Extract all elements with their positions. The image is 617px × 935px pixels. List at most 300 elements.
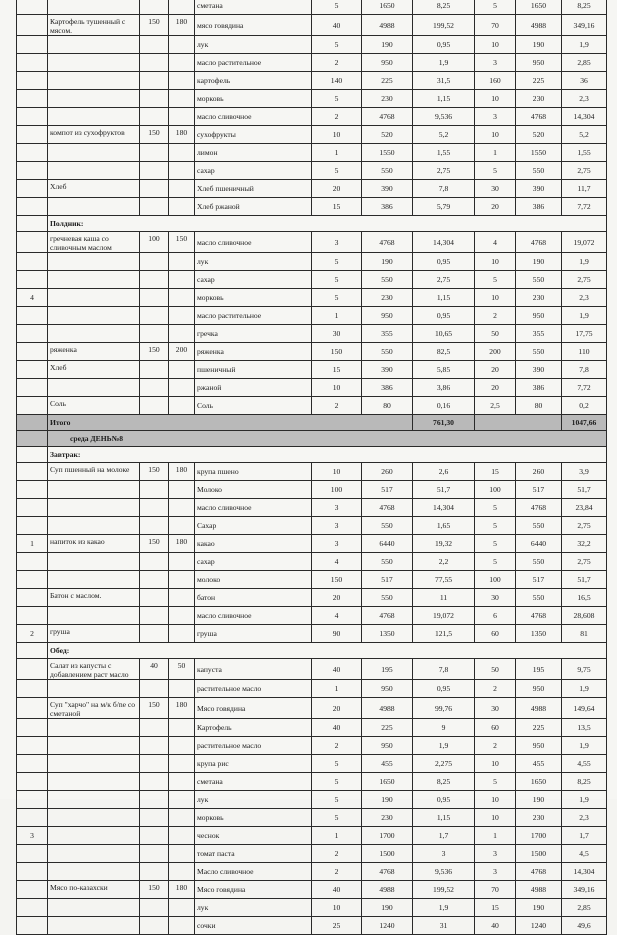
dish-name: компот из сухофруктов [48,126,140,144]
portion-weight-1 [140,737,169,755]
ingredient-name: Картофель [195,719,312,737]
ingredient-row [17,809,607,827]
quantity-2: 100 [475,571,516,589]
ingredient-name: сухофрукты [195,126,312,144]
unit-price-1: 225 [362,72,413,90]
unit-price-1: 1500 [362,845,413,863]
ingredient-row [17,625,607,643]
ingredient-name: Масло сливочное [195,863,312,881]
dish-name [48,755,140,773]
cost-2: 2,85 [562,899,607,917]
quantity-1: 40 [312,659,362,680]
ingredient-name: масло сливочное [195,499,312,517]
dish-name [48,379,140,397]
dish-name: Соль [48,397,140,415]
quantity-1: 25 [312,917,362,935]
cost-2: 4,5 [562,845,607,863]
row-index [17,72,48,90]
quantity-1: 10 [312,379,362,397]
portion-weight-1 [140,198,169,216]
portion-weight-1 [140,680,169,698]
row-index [17,180,48,198]
dish-name [48,680,140,698]
quantity-2: 15 [475,463,516,481]
ingredient-name: крупа пшено [195,463,312,481]
quantity-2: 10 [475,253,516,271]
meal-section-title: Завтрак: [48,447,607,463]
quantity-1: 40 [312,719,362,737]
ingredient-name: масло растительное [195,54,312,72]
portion-weight-2 [169,809,195,827]
quantity-1: 1 [312,827,362,845]
quantity-1: 5 [312,162,362,180]
ingredient-row [17,499,607,517]
ingredient-name: мясо говядина [195,15,312,36]
unit-price-1: 4768 [362,108,413,126]
ingredient-name: растительное масло [195,680,312,698]
portion-weight-2 [169,499,195,517]
index-cell [17,643,48,659]
row-index [17,607,48,625]
portion-weight-1 [140,253,169,271]
row-index [17,698,48,719]
quantity-1: 150 [312,571,362,589]
quantity-1: 40 [312,881,362,899]
ingredient-row [17,397,607,415]
cost-1: 9,536 [413,863,475,881]
row-index [17,162,48,180]
quantity-2: 60 [475,719,516,737]
portion-weight-2 [169,755,195,773]
ingredient-name: молоко [195,571,312,589]
portion-weight-1 [140,54,169,72]
portion-weight-2 [169,917,195,935]
portion-weight-2 [169,72,195,90]
unit-price-2: 4768 [516,863,562,881]
unit-price-2: 550 [516,271,562,289]
quantity-1: 1 [312,144,362,162]
ingredient-row [17,791,607,809]
ingredient-name: ряженка [195,343,312,361]
quantity-1: 15 [312,198,362,216]
row-index [17,719,48,737]
unit-price-2: 225 [516,72,562,90]
unit-price-2: 190 [516,36,562,54]
portion-weight-1 [140,36,169,54]
unit-price-1: 4768 [362,499,413,517]
quantity-1: 5 [312,253,362,271]
ingredient-row [17,535,607,553]
row-index [17,54,48,72]
cost-1: 31,5 [413,72,475,90]
cost-1: 121,5 [413,625,475,643]
cost-1: 1,9 [413,899,475,917]
unit-price-1: 190 [362,36,413,54]
dish-name: Хлеб [48,180,140,198]
unit-price-2: 550 [516,343,562,361]
quantity-1: 2 [312,108,362,126]
unit-price-1: 386 [362,198,413,216]
unit-price-1: 225 [362,719,413,737]
unit-price-1: 950 [362,680,413,698]
quantity-1: 3 [312,517,362,535]
quantity-2: 20 [475,379,516,397]
cost-1: 0,95 [413,253,475,271]
unit-price-1: 190 [362,253,413,271]
cost-2: 8,25 [562,773,607,791]
row-index [17,773,48,791]
portion-weight-2: 200 [169,343,195,361]
unit-price-1: 190 [362,899,413,917]
dish-name [48,517,140,535]
row-index [17,755,48,773]
unit-price-1: 517 [362,481,413,499]
unit-price-2: 1240 [516,917,562,935]
quantity-2: 10 [475,36,516,54]
unit-price-1: 1550 [362,144,413,162]
portion-weight-1 [140,625,169,643]
unit-price-2: 950 [516,54,562,72]
row-index [17,397,48,415]
cost-1: 8,25 [413,773,475,791]
portion-weight-2 [169,625,195,643]
unit-price-1: 550 [362,162,413,180]
unit-price-1: 355 [362,325,413,343]
portion-weight-1 [140,553,169,571]
unit-price-1: 190 [362,791,413,809]
unit-price-1: 390 [362,180,413,198]
ingredient-name: масло сливочное [195,607,312,625]
cost-1: 99,76 [413,698,475,719]
portion-weight-1 [140,481,169,499]
quantity-1: 15 [312,361,362,379]
cost-1: 3,86 [413,379,475,397]
dish-name [48,773,140,791]
unit-price-1: 1650 [362,0,413,15]
unit-price-2: 517 [516,571,562,589]
meal-section-row [17,447,607,463]
dish-name [48,863,140,881]
cost-1: 2,6 [413,463,475,481]
cost-2: 349,16 [562,15,607,36]
ingredient-name: морковь [195,289,312,307]
quantity-1: 5 [312,755,362,773]
portion-weight-1: 150 [140,698,169,719]
quantity-2: 30 [475,698,516,719]
dish-name [48,737,140,755]
ingredient-name: масло сливочное [195,232,312,253]
ingredient-name: пшеничный [195,361,312,379]
ingredient-row [17,463,607,481]
ingredient-name: морковь [195,809,312,827]
portion-weight-1 [140,755,169,773]
cost-1: 5,85 [413,361,475,379]
quantity-2: 2 [475,737,516,755]
empty-cell [475,415,562,431]
ingredient-name: Хлеб пшеничный [195,180,312,198]
cost-1: 9 [413,719,475,737]
quantity-2: 6 [475,607,516,625]
portion-weight-2 [169,198,195,216]
dish-name [48,917,140,935]
unit-price-2: 4988 [516,698,562,719]
portion-weight-1 [140,0,169,15]
quantity-1: 4 [312,553,362,571]
quantity-2: 20 [475,198,516,216]
unit-price-2: 517 [516,481,562,499]
meal-section-title: Обед: [48,643,607,659]
total-sum-1: 761,30 [413,415,475,431]
dish-name [48,325,140,343]
dish-name: напиток из какао [48,535,140,553]
unit-price-1: 4988 [362,15,413,36]
unit-price-1: 1700 [362,827,413,845]
portion-weight-2 [169,271,195,289]
index-cell [17,216,48,232]
ingredient-row [17,325,607,343]
unit-price-1: 390 [362,361,413,379]
ingredient-name: чеснок [195,827,312,845]
row-index [17,481,48,499]
row-index: 4 [17,289,48,307]
portion-weight-2 [169,162,195,180]
portion-weight-1: 150 [140,535,169,553]
ingredient-row [17,126,607,144]
portion-weight-2 [169,827,195,845]
ingredient-row [17,589,607,607]
quantity-1: 20 [312,180,362,198]
cost-1: 0,95 [413,307,475,325]
cost-1: 1,55 [413,144,475,162]
dish-name: Батон с маслом. [48,589,140,607]
ingredient-row [17,773,607,791]
dish-name [48,198,140,216]
portion-weight-1: 150 [140,343,169,361]
quantity-2: 5 [475,499,516,517]
row-index [17,881,48,899]
ingredient-row [17,232,607,253]
ingredient-name: Мясо говядина [195,881,312,899]
portion-weight-1 [140,90,169,108]
unit-price-1: 1350 [362,625,413,643]
unit-price-2: 550 [516,589,562,607]
cost-2: 14,304 [562,108,607,126]
ingredient-name: гречка [195,325,312,343]
portion-weight-2 [169,108,195,126]
portion-weight-1 [140,607,169,625]
row-index [17,571,48,589]
dish-name [48,54,140,72]
row-index [17,589,48,607]
quantity-1: 2 [312,54,362,72]
ingredient-row [17,198,607,216]
cost-2: 2,85 [562,54,607,72]
ingredient-row [17,481,607,499]
ingredient-name: растительное масло [195,737,312,755]
quantity-2: 10 [475,289,516,307]
portion-weight-2 [169,719,195,737]
portion-weight-1 [140,809,169,827]
dish-name [48,719,140,737]
ingredient-row [17,108,607,126]
portion-weight-1 [140,917,169,935]
portion-weight-2 [169,54,195,72]
dish-name [48,607,140,625]
row-index [17,307,48,325]
unit-price-2: 230 [516,809,562,827]
cost-1: 9,536 [413,108,475,126]
quantity-2: 5 [475,0,516,15]
portion-weight-1 [140,589,169,607]
unit-price-1: 4768 [362,232,413,253]
portion-weight-2 [169,325,195,343]
ingredient-row [17,0,607,15]
unit-price-2: 4988 [516,881,562,899]
quantity-2: 3 [475,108,516,126]
portion-weight-1 [140,863,169,881]
unit-price-2: 950 [516,680,562,698]
portion-weight-1 [140,571,169,589]
dish-name [48,481,140,499]
cost-1: 199,52 [413,15,475,36]
ingredient-row [17,755,607,773]
ingredient-name: лук [195,791,312,809]
quantity-1: 5 [312,773,362,791]
unit-price-1: 550 [362,517,413,535]
portion-weight-1: 40 [140,659,169,680]
dish-name: Салат из капусты с добавлением раст масло [48,659,140,680]
cost-2: 2,3 [562,809,607,827]
row-index [17,791,48,809]
ingredient-row [17,180,607,198]
portion-weight-2: 180 [169,126,195,144]
unit-price-2: 4768 [516,607,562,625]
portion-weight-2 [169,253,195,271]
unit-price-2: 950 [516,737,562,755]
cost-2: 3,9 [562,463,607,481]
unit-price-2: 390 [516,180,562,198]
unit-price-2: 230 [516,90,562,108]
cost-1: 0,95 [413,680,475,698]
ingredient-row [17,737,607,755]
dish-name: груша [48,625,140,643]
cost-2: 28,608 [562,607,607,625]
quantity-2: 3 [475,845,516,863]
ingredient-name: томат паста [195,845,312,863]
quantity-2: 160 [475,72,516,90]
row-index: 3 [17,827,48,845]
cost-1: 77,55 [413,571,475,589]
ingredient-row [17,607,607,625]
portion-weight-1 [140,271,169,289]
cost-1: 3 [413,845,475,863]
cost-1: 51,7 [413,481,475,499]
quantity-1: 150 [312,343,362,361]
cost-2: 149,64 [562,698,607,719]
portion-weight-2 [169,680,195,698]
cost-2: 4,55 [562,755,607,773]
row-index [17,917,48,935]
unit-price-1: 4768 [362,863,413,881]
dish-name [48,289,140,307]
quantity-2: 30 [475,180,516,198]
dish-name [48,499,140,517]
unit-price-1: 455 [362,755,413,773]
ingredient-row [17,144,607,162]
dish-name [48,553,140,571]
unit-price-2: 520 [516,126,562,144]
cost-1: 8,25 [413,0,475,15]
row-index [17,15,48,36]
quantity-2: 1 [475,144,516,162]
cost-1: 10,65 [413,325,475,343]
unit-price-2: 1350 [516,625,562,643]
unit-price-2: 190 [516,791,562,809]
cost-1: 1,15 [413,289,475,307]
cost-1: 31 [413,917,475,935]
unit-price-1: 260 [362,463,413,481]
cost-2: 2,75 [562,553,607,571]
dish-name [48,899,140,917]
cost-1: 1,9 [413,54,475,72]
quantity-2: 10 [475,90,516,108]
portion-weight-2: 180 [169,15,195,36]
cost-1: 2,75 [413,162,475,180]
portion-weight-1 [140,827,169,845]
cost-2: 49,6 [562,917,607,935]
unit-price-2: 950 [516,307,562,325]
unit-price-2: 1650 [516,0,562,15]
quantity-1: 4 [312,607,362,625]
cost-2: 16,5 [562,589,607,607]
day-header-row [17,431,607,447]
ingredient-name: сахар [195,162,312,180]
portion-weight-2 [169,589,195,607]
row-index [17,517,48,535]
portion-weight-1: 150 [140,126,169,144]
row-index [17,126,48,144]
quantity-2: 15 [475,899,516,917]
cost-2: 36 [562,72,607,90]
row-index: 2 [17,625,48,643]
row-index [17,144,48,162]
dish-name: Хлеб [48,361,140,379]
cost-2: 8,25 [562,0,607,15]
dish-name [48,307,140,325]
quantity-2: 200 [475,343,516,361]
meal-section-row [17,216,607,232]
cost-1: 82,5 [413,343,475,361]
ingredient-row [17,271,607,289]
unit-price-2: 80 [516,397,562,415]
cost-1: 1,15 [413,90,475,108]
quantity-1: 2 [312,863,362,881]
cost-2: 7,72 [562,198,607,216]
quantity-1: 3 [312,232,362,253]
portion-weight-1: 150 [140,15,169,36]
cost-1: 0,95 [413,36,475,54]
portion-weight-2 [169,0,195,15]
quantity-2: 10 [475,126,516,144]
cost-2: 1,9 [562,36,607,54]
ingredient-row [17,680,607,698]
quantity-1: 3 [312,499,362,517]
cost-1: 2,75 [413,271,475,289]
dish-name [48,791,140,809]
total-sum-2: 1047,66 [562,415,607,431]
portion-weight-2: 180 [169,535,195,553]
unit-price-1: 550 [362,343,413,361]
